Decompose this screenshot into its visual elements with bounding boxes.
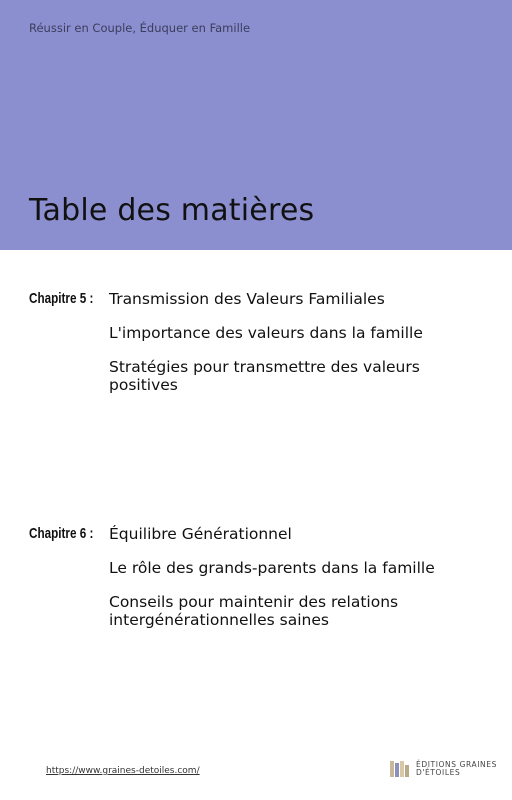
toc-entry[interactable]: Équilibre Générationnel bbox=[109, 525, 292, 543]
toc-entry[interactable]: Conseils pour maintenir des relations intergénérationnelles saines bbox=[109, 593, 399, 629]
publisher-logo bbox=[390, 760, 497, 778]
publisher-line-2: D'ÉTOILES bbox=[416, 768, 461, 777]
toc-entry[interactable]: Stratégies pour transmettre des valeurs positives bbox=[109, 358, 420, 394]
page-title: Table des matières bbox=[29, 193, 315, 228]
publisher-line-1: ÉDITIONS GRAINES bbox=[416, 760, 497, 769]
chapter-label: Chapitre 6 : bbox=[29, 525, 94, 542]
book-stack-icon bbox=[390, 761, 410, 777]
publisher-name bbox=[416, 761, 497, 777]
header-band bbox=[0, 0, 512, 250]
chapter-entries bbox=[109, 290, 479, 410]
website-link[interactable]: https://www.graines-detoiles.com/ bbox=[46, 766, 200, 776]
chapter-label: Chapitre 5 : bbox=[29, 290, 94, 307]
chapter-entries bbox=[109, 525, 479, 645]
toc-entry[interactable]: L'importance des valeurs dans la famille bbox=[109, 324, 423, 342]
toc-entry[interactable]: Transmission des Valeurs Familiales bbox=[109, 290, 385, 308]
running-title: Réussir en Couple, Éduquer en Famille bbox=[29, 21, 251, 35]
toc-entry[interactable]: Le rôle des grands-parents dans la famille bbox=[109, 559, 435, 577]
